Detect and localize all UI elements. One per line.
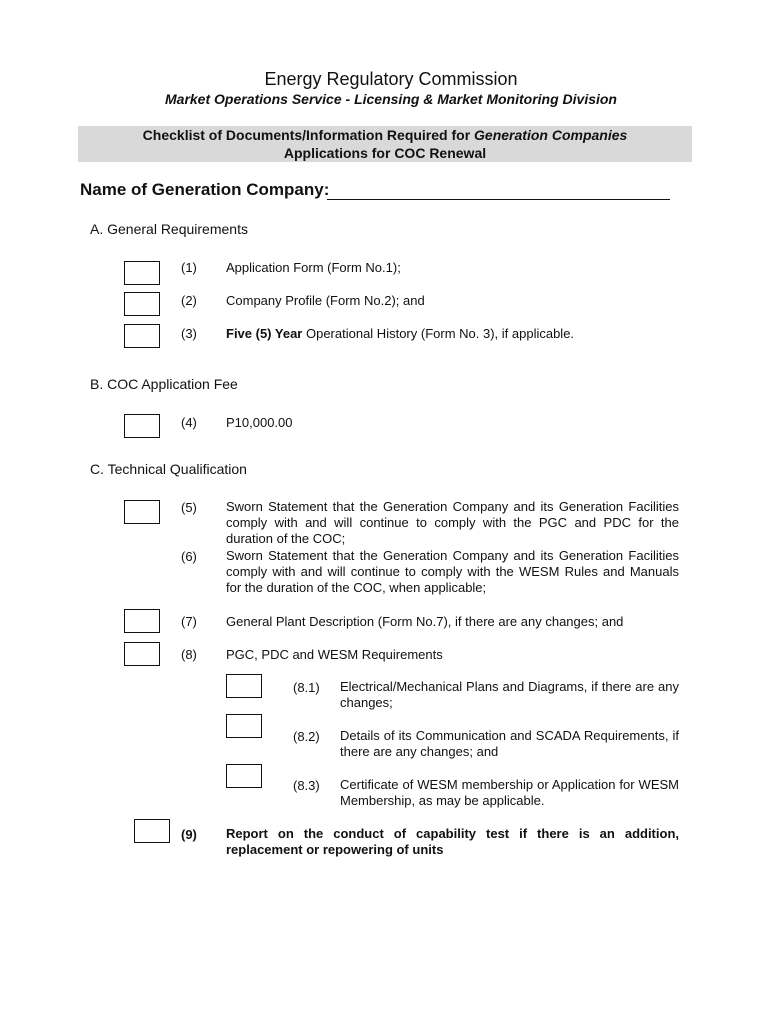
company-name-label: Name of Generation Company: bbox=[80, 180, 330, 199]
item-4-number: (4) bbox=[181, 415, 197, 430]
document-title: Energy Regulatory Commission bbox=[264, 69, 518, 89]
item-1-text: Application Form (Form No.1); bbox=[226, 260, 401, 275]
item-4-text: P10,000.00 bbox=[226, 415, 293, 430]
item-6-number: (6) bbox=[181, 549, 197, 564]
checkbox-item-8-2[interactable] bbox=[226, 714, 262, 738]
checkbox-item-8[interactable] bbox=[124, 642, 160, 666]
section-b-heading: B. COC Application Fee bbox=[90, 376, 238, 392]
item-1-number: (1) bbox=[181, 260, 197, 275]
checkbox-item-8-1[interactable] bbox=[226, 674, 262, 698]
item-2-number: (2) bbox=[181, 293, 197, 308]
banner-line-1-prefix: Checklist of Documents/Information Required for bbox=[142, 127, 475, 143]
item-8-1-text: Electrical/Mechanical Plans and Diagrams, if there are any changes; bbox=[340, 679, 679, 710]
checkbox-item-5[interactable] bbox=[124, 500, 160, 524]
item-3-bold-text: Five (5) Year bbox=[226, 326, 303, 341]
item-8-1-number: (8.1) bbox=[293, 680, 320, 695]
banner-line-1 bbox=[78, 126, 692, 144]
checklist-banner bbox=[78, 126, 692, 162]
checkbox-item-3[interactable] bbox=[124, 324, 160, 348]
checkbox-item-9[interactable] bbox=[134, 819, 170, 843]
checkbox-item-4[interactable] bbox=[124, 414, 160, 438]
section-c-heading: C. Technical Qualification bbox=[90, 461, 247, 477]
checkbox-item-7[interactable] bbox=[124, 609, 160, 633]
section-a-heading: A. General Requirements bbox=[90, 221, 248, 237]
document-subtitle: Market Operations Service - Licensing & Market Monitoring Division bbox=[165, 91, 617, 107]
item-7-number: (7) bbox=[181, 614, 197, 629]
checkbox-item-8-3[interactable] bbox=[226, 764, 262, 788]
checkbox-item-2[interactable] bbox=[124, 292, 160, 316]
banner-line-2: Applications for COC Renewal bbox=[283, 145, 487, 161]
item-9-number: (9) bbox=[181, 827, 197, 842]
checkbox-item-1[interactable] bbox=[124, 261, 160, 285]
item-6-text: Sworn Statement that the Generation Company and its Generation Facilities comply with and will continue to comply with the WESM Rules and Manuals for the duration of the COC, when applicable; bbox=[226, 548, 679, 595]
item-5-text: Sworn Statement that the Generation Company and its Generation Facilities comply with and will continue to comply with the PGC and PDC for the duration of the COC; bbox=[226, 499, 679, 546]
item-3-number: (3) bbox=[181, 326, 197, 341]
item-8-number: (8) bbox=[181, 647, 197, 662]
item-2-text: Company Profile (Form No.2); and bbox=[226, 293, 425, 308]
item-8-2-text: Details of its Communication and SCADA Requirements, if there are any changes; and bbox=[340, 728, 679, 759]
item-3-text bbox=[226, 326, 574, 342]
item-8-3-text: Certificate of WESM membership or Application for WESM Membership, as may be applicable. bbox=[340, 777, 679, 808]
item-9-text: Report on the conduct of capability test if there is an addition, replacement or repowering of units bbox=[226, 826, 679, 857]
company-name-field[interactable] bbox=[327, 199, 670, 200]
item-8-text: PGC, PDC and WESM Requirements bbox=[226, 647, 443, 662]
item-5-number: (5) bbox=[181, 500, 197, 515]
item-7-text: General Plant Description (Form No.7), if there are any changes; and bbox=[226, 614, 624, 629]
banner-line-1-italic: Generation Companies bbox=[474, 127, 628, 143]
item-8-2-number: (8.2) bbox=[293, 729, 320, 744]
item-8-3-number: (8.3) bbox=[293, 778, 320, 793]
item-3-rest-text: Operational History (Form No. 3), if applicable. bbox=[302, 326, 575, 341]
